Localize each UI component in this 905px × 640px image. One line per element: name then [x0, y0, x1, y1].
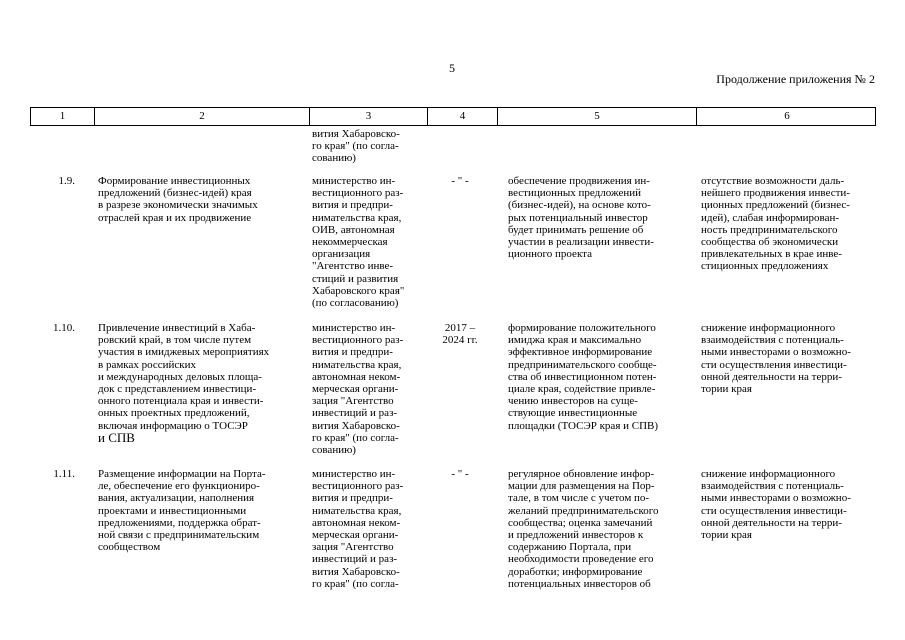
header-col-1: 1 [59, 110, 66, 122]
page-number: 5 [449, 61, 455, 75]
carry-over-executor: вития Хабаровско- го края" (по согла- сованию) [312, 128, 400, 165]
header-col-3: 3 [309, 108, 427, 125]
header-col-2: 2 [94, 108, 309, 125]
table-header [30, 107, 876, 126]
row-1-10-measure-tail: и СПВ [98, 430, 135, 445]
header-col-5: 5 [497, 108, 696, 125]
header-col-6: 6 [696, 108, 877, 125]
row-1-10-term: 2017 – 2024 гг. [442, 322, 478, 347]
row-1-11-executor: министерство ин- вестиционного раз- вития и предпри- нимательства края, автономная неком- мерческая органи- зация "Агентство инвестиций и раз- вития Хабаровско- го края" (по согла- [312, 468, 404, 590]
row-1-10-number: 1.10. [53, 322, 75, 334]
row-1-11-result: регулярное обновление инфор- мации для размещения на Пор- тале, в том числе с учетом по- желаний предпринимательского сообщества; оценка замечаний и предложений инвесторов к содержанию Портала, при необходимости проведение его доработки; информирование потенциальных инвесторов об [508, 468, 659, 590]
row-1-9-term: - " - [451, 175, 469, 187]
row-1-11-term: - " - [451, 468, 469, 480]
continuation-label: Продолжение приложения № 2 [716, 72, 875, 86]
row-1-10-executor: министерство ин- вестиционного раз- вития и предпри- нимательства края, автономная неком- мерческая органи- зация "Агентство инвестиций и раз- вития Хабаровско- го края" (по согла- сованию) [312, 322, 404, 457]
row-1-10-measure: Привлечение инвестиций в Хаба- ровский край, в том числе путем участия в имиджевых мероприятиях в рамках российских и международных деловых площа- док с представлением инвестици- онного потенциала края и инвести- онных проектных предложений, включая информацию о ТОСЭР [98, 322, 270, 432]
row-1-9-measure: Формирование инвестиционных предложений (бизнес-идей) края в разрезе экономически значимых отраслей края и их продвижение [98, 175, 258, 224]
row-1-9-result: обеспечение продвижения ин- вестиционных предложений (бизнес-идей), на основе кото- рых потенциальный инвестор будет принимать решение об участии в реализации инвести- ционного проекта [508, 175, 654, 261]
row-1-11-number: 1.11. [53, 468, 75, 480]
header-col-4: 4 [427, 108, 497, 125]
row-1-9-number: 1.9. [58, 175, 75, 187]
row-1-9-executor: министерство ин- вестиционного раз- вития и предпри- нимательства края, ОИВ, автономная некоммерческая организация "Агентство инве- стиций и развития Хабаровского края" (по согласованию) [312, 175, 405, 310]
row-1-11-consequence: снижение информационного взаимодействия с потенциаль- ными инвесторами о возможно- сти осуществления инвестици- онной деятельности на терри- тории края [701, 468, 851, 542]
row-1-11-measure: Размещение информации на Порта- ле, обеспечение его функциониро- вания, актуализации, наполнения проектами и инвестиционными предложениями, поддержка обрат- ной связи с предпринимательским сообществом [98, 468, 266, 554]
row-1-10-consequence: снижение информационного взаимодействия с потенциаль- ными инвесторами о возможно- сти осуществления инвестици- онной деятельности на терри- тории края [701, 322, 851, 396]
row-1-9-consequence: отсутствие возможности даль- нейшего продвижения инвести- ционных предложений (бизнес- идей), слабая информирован- ность предпринимательского сообщества об экономически привлекательных в крае инве- стиционных предложениях [701, 175, 850, 273]
row-1-10-result: формирование положительного имиджа края и максимально эффективное информирование предпринимательского сообще- ства об инвестиционном потен- циале края, содействие привле- чению инвесторов на суще- ствующие инвестиционные площадки (ТОСЭР края и СПВ) [508, 322, 659, 432]
